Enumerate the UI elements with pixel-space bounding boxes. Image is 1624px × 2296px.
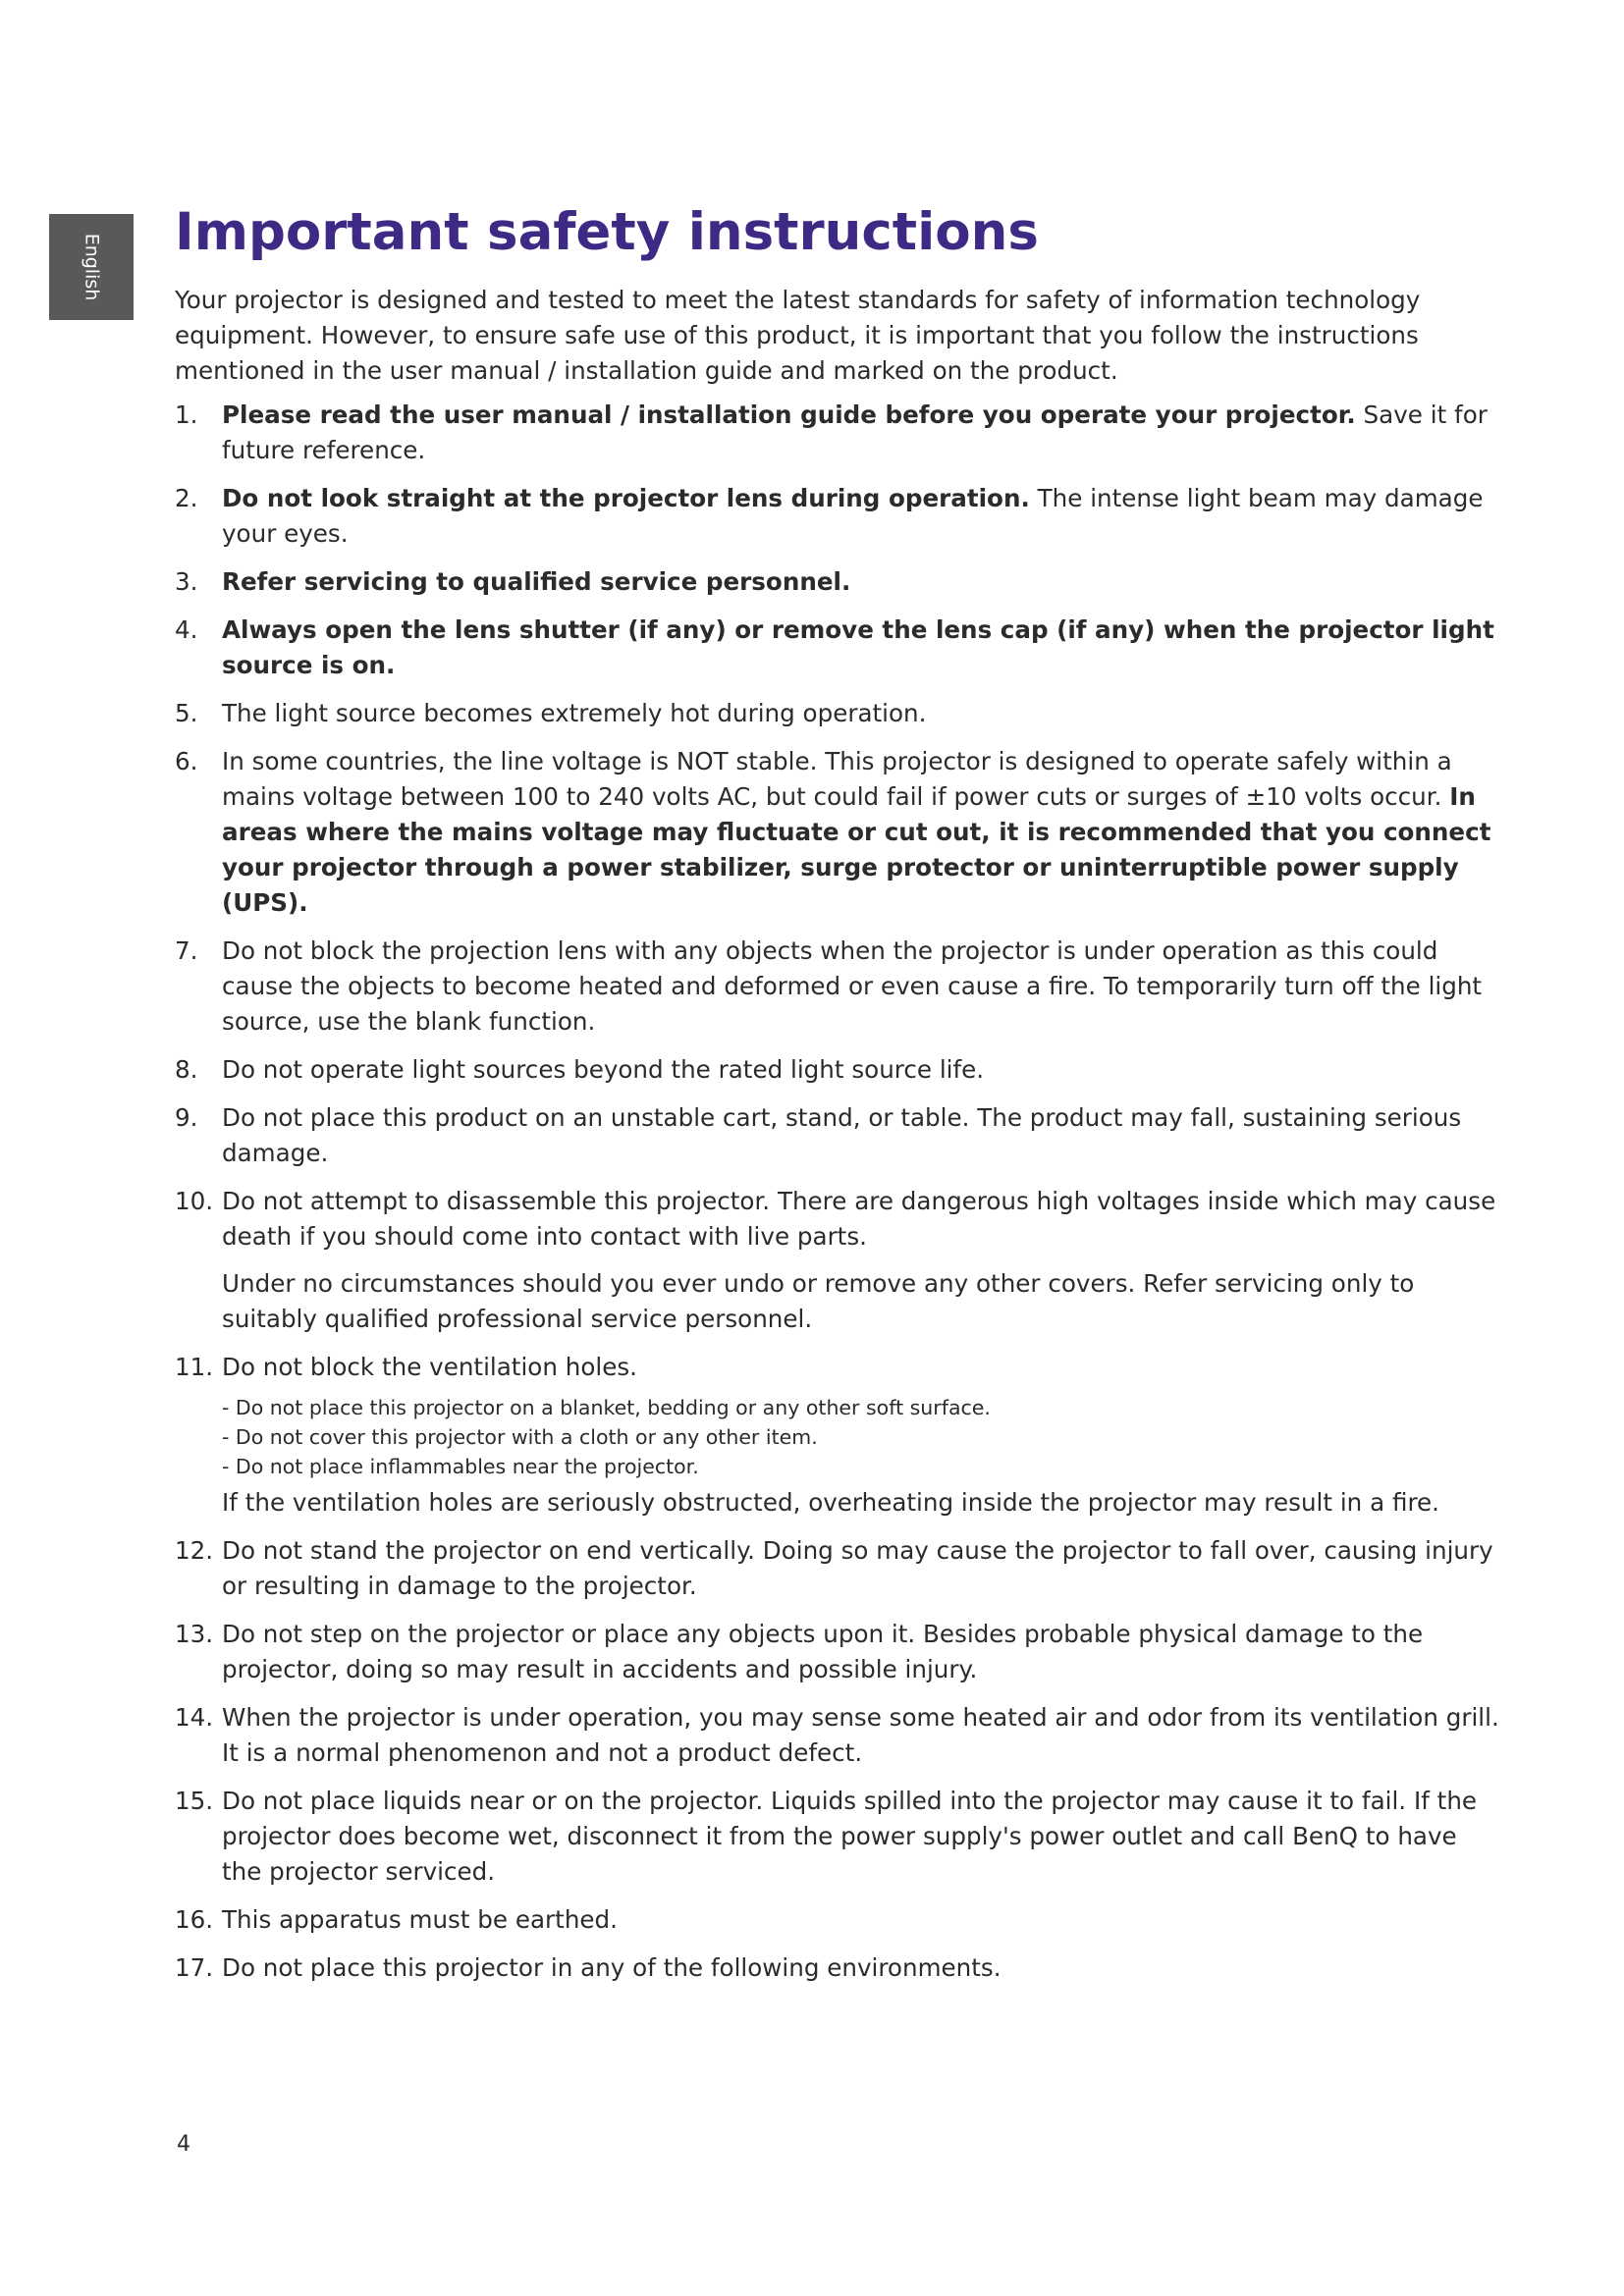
item-text: Do not place this projector in any of the following environments. (222, 1953, 1001, 1982)
instruction-item-11 (175, 1350, 1500, 1521)
item-bold-text: In areas where the mains voltage may fluctuate or cut out, it is recommended that you connect your projector through a power stabilizer, surge protector or uninterruptible power supply (UPS). (222, 782, 1491, 917)
item-text: The light source becomes extremely hot during operation. (222, 699, 927, 727)
instruction-item-9 (175, 1100, 1500, 1171)
item-text: Do not block the ventilation holes. (222, 1353, 637, 1381)
bullet-item: - Do not place inflammables near the projector. (222, 1452, 1500, 1481)
item-number: 2. (175, 484, 198, 512)
bullet-item: - Do not place this projector on a blanket, bedding or any other soft surface. (222, 1393, 1500, 1422)
instruction-item-2 (175, 481, 1500, 552)
instruction-item-5 (175, 696, 1500, 731)
item-number: 3. (175, 567, 198, 596)
intro-paragraph: Your projector is designed and tested to meet the latest standards for safety of information technology equipment. However, to ensure safe use of this product, it is important that you follow the instructions mentioned in the user manual / installation guide and marked on the product. (175, 286, 1421, 385)
item-number: 9. (175, 1103, 198, 1132)
item-number: 12. (175, 1536, 214, 1565)
language-tab-label: English (80, 233, 102, 301)
instruction-item-7 (175, 934, 1500, 1040)
instruction-item-15 (175, 1784, 1500, 1890)
item-text: Save it for future reference. (222, 400, 1488, 464)
item-number: 7. (175, 936, 198, 965)
item-number: 15. (175, 1787, 214, 1815)
page-number: 4 (177, 2132, 190, 2157)
item-number: 11. (175, 1353, 214, 1381)
instruction-item-13 (175, 1617, 1500, 1687)
item-number: 14. (175, 1703, 214, 1732)
item-number: 4. (175, 615, 198, 644)
item-text: Do not step on the projector or place any objects upon it. Besides probable physical damage to the projector, doing so may result in accidents and possible injury. (222, 1620, 1424, 1683)
item-number: 16. (175, 1905, 214, 1934)
item-bold-text: Please read the user manual / installation guide before you operate your projector. (222, 400, 1356, 429)
item-number: 6. (175, 747, 198, 775)
instruction-item-6 (175, 744, 1500, 921)
item-bold-text: Always open the lens shutter (if any) or remove the lens cap (if any) when the projector light source is on. (222, 615, 1494, 679)
safety-instructions-list (175, 398, 1500, 1986)
item-text: The intense light beam may damage your eyes. (222, 484, 1484, 548)
item-text: Do not place this product on an unstable cart, stand, or table. The product may fall, sustaining serious damage. (222, 1103, 1462, 1167)
ventilation-bullets (222, 1393, 1500, 1481)
bullet-item: - Do not cover this projector with a cloth or any other item. (222, 1422, 1500, 1452)
item-bold-text: Refer servicing to qualified service personnel. (222, 567, 851, 596)
language-tab (49, 214, 134, 320)
item-bold-text: Do not look straight at the projector lens during operation. (222, 484, 1030, 512)
item-number: 1. (175, 400, 198, 429)
instruction-item-8 (175, 1052, 1500, 1088)
instruction-item-16 (175, 1902, 1500, 1938)
item-number: 5. (175, 699, 198, 727)
instruction-item-17 (175, 1950, 1500, 1986)
item-text: Do not block the projection lens with any objects when the projector is under operation as this could cause the objects to become heated and deformed or even cause a fire. To temporarily turn off the light source, use the blank function. (222, 936, 1483, 1036)
item-text: Do not place liquids near or on the projector. Liquids spilled into the projector may cause it to fail. If the projector does become wet, disconnect it from the power supply's power outlet and call BenQ to have the projector serviced. (222, 1787, 1478, 1886)
item-number: 10. (175, 1187, 214, 1215)
item-number: 17. (175, 1953, 214, 1982)
item-number: 13. (175, 1620, 214, 1648)
item-text: In some countries, the line voltage is NOT stable. This projector is designed to operate safely within a mains voltage between 100 to 240 volts AC, but could fail if power cuts or surges of ±10 volts occur. (222, 747, 1452, 811)
item-text: This apparatus must be earthed. (222, 1905, 618, 1934)
instruction-item-10 (175, 1184, 1500, 1337)
instruction-item-12 (175, 1533, 1500, 1604)
instruction-item-3 (175, 564, 1500, 600)
page-title: Important safety instructions (175, 202, 1039, 262)
item-text: Do not attempt to disassemble this projector. There are dangerous high voltages inside which may cause death if you should come into contact with live parts. (222, 1187, 1496, 1251)
instruction-item-4 (175, 613, 1500, 683)
item-text: When the projector is under operation, you may sense some heated air and odor from its ventilation grill. It is a normal phenomenon and not a product defect. (222, 1703, 1499, 1767)
item-text: Do not stand the projector on end vertically. Doing so may cause the projector to fall over, causing injury or resulting in damage to the projector. (222, 1536, 1493, 1600)
item-after-paragraph: If the ventilation holes are seriously obstructed, overheating inside the projector may result in a fire. (222, 1488, 1439, 1517)
item-text: Do not operate light sources beyond the rated light source life. (222, 1055, 985, 1084)
item-number: 8. (175, 1055, 198, 1084)
instruction-item-1 (175, 398, 1500, 468)
document-body (175, 283, 1500, 1999)
item-extra-paragraph: Under no circumstances should you ever undo or remove any other covers. Refer servicing only to suitably qualified professional service personnel. (222, 1269, 1415, 1333)
instruction-item-14 (175, 1700, 1500, 1771)
